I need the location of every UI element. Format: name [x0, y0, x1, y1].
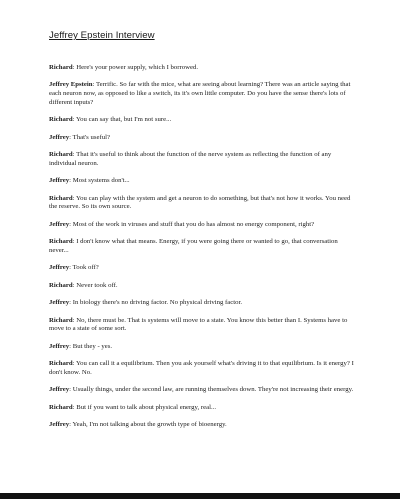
- transcript-paragraph: Jeffrey Epstein: Terrific. So far with the mice, what are seeing about learning? There was an article saying that each neuron now, as opposed to like a switch, its it's own little computer. Do you have the sense there's lots of different inputs?: [49, 81, 351, 106]
- speaker-name: Jeffrey: [49, 220, 70, 228]
- speaker-name: Richard: [49, 151, 73, 159]
- paragraph-text: No, there must be. That is systems will move to a state. You know this better than I. Systems have to move to a state of some sort.: [49, 316, 348, 333]
- paragraph-text: Here's your power supply, which I borrowed.: [76, 64, 199, 71]
- transcript: [49, 64, 358, 439]
- paragraph-text: Terrific. So far with the mice, what are seeing about learning? There was an article saying that each neuron now, as opposed to like a switch, its it's own little computer. Do you have the sense there's lots of different inputs?: [49, 81, 351, 106]
- transcript-paragraph: Richard: No, there must be. That is systems will move to a state. You know this better than I. Systems have to move to a state of some sort.: [49, 316, 348, 333]
- paragraph-text: Most systems don't...: [72, 177, 130, 185]
- paragraph-text: Never took off.: [76, 281, 118, 289]
- transcript-paragraph: Jeffrey: But they - yes.: [49, 342, 113, 350]
- speaker-name: Jeffrey: [49, 133, 70, 141]
- paragraph-text: But if you want to talk about physical energy, real...: [76, 403, 217, 411]
- speaker-name: Richard: [49, 194, 73, 202]
- speaker-name: Richard: [49, 64, 73, 71]
- transcript-paragraph: Richard: Here's your power supply, which I borrowed.: [49, 64, 199, 71]
- paragraph-text: Took off?: [72, 264, 99, 272]
- transcript-paragraph: Richard: You can play with the system and get a neuron to do something, but that's not how it works. You need the reserve. So its own source.: [49, 194, 351, 211]
- paragraph-text: You can play with the system and get a neuron to do something, but that's not how it works. You need the reserve. So its own source.: [49, 194, 351, 211]
- transcript-paragraph: Richard: Never took off.: [49, 281, 118, 289]
- transcript-paragraph: Jeffrey: Most systems don't...: [49, 177, 130, 185]
- speaker-name: Richard: [49, 281, 73, 289]
- transcript-paragraph: Jeffrey: Yeah, I'm not talking about the growth type of bioenergy.: [49, 421, 227, 429]
- transcript-paragraph: Jeffrey: That's useful?: [49, 133, 110, 141]
- transcript-paragraph: Richard: You can call it a equilibrium. Then you ask yourself what's driving it to that equilibrium. Is it energy? I don't know. No.: [49, 360, 354, 376]
- speaker-name: Jeffrey: [49, 264, 70, 272]
- speaker-name: Jeffrey Epstein: [49, 81, 93, 89]
- paragraph-text: Usually things, under the second law, are running themselves down. They're not increasing their energy.: [72, 386, 354, 394]
- speaker-name: Jeffrey: [49, 177, 70, 185]
- paragraph-text: I don't know what that means. Energy, if you were going there or wanted to go, that conversation never...: [49, 238, 338, 254]
- paragraph-text: In biology there's no driving factor. No physical driving factor.: [72, 299, 243, 307]
- transcript-paragraph: Jeffrey: Took off?: [49, 264, 99, 272]
- page-bottom-border: [0, 493, 400, 499]
- speaker-name: Richard: [49, 116, 73, 124]
- speaker-name: Jeffrey: [49, 342, 70, 350]
- speaker-name: Richard: [49, 360, 73, 368]
- paragraph-text: Most of the work in viruses and stuff that you do has almost no energy component, right?: [72, 220, 315, 228]
- paragraph-text: You can call it a equilibrium. Then you ask yourself what's driving it to that equilibrium. Is it energy? I don't know. No.: [49, 360, 354, 376]
- transcript-paragraph: Richard: But if you want to talk about physical energy, real...: [49, 403, 217, 411]
- transcript-paragraph: Richard: That it's useful to think about the function of the nerve system as reflecting the function of any individual neuron.: [49, 151, 332, 167]
- paragraph-text: That it's useful to think about the function of the nerve system as reflecting the function of any individual neuron.: [49, 151, 332, 167]
- transcript-paragraph: Richard: I don't know what that means. Energy, if you were going there or wanted to go, that conversation never...: [49, 238, 338, 254]
- paragraph-text: That's useful?: [72, 133, 110, 141]
- speaker-name: Richard: [49, 316, 73, 324]
- speaker-name: Jeffrey: [49, 421, 70, 429]
- document-title: Jeffrey Epstein Interview: [49, 30, 155, 41]
- transcript-paragraph: Jeffrey: Most of the work in viruses and stuff that you do has almost no energy component, right?: [49, 220, 315, 228]
- speaker-name: Jeffrey: [49, 386, 70, 394]
- paragraph-text: Yeah, I'm not talking about the growth type of bioenergy.: [72, 421, 227, 429]
- paragraph-text: But they - yes.: [72, 342, 113, 350]
- transcript-paragraph: Jeffrey: In biology there's no driving factor. No physical driving factor.: [49, 299, 243, 307]
- speaker-name: Richard: [49, 403, 73, 411]
- speaker-name: Jeffrey: [49, 299, 70, 307]
- paragraph-text: You can say that, but I'm not sure...: [75, 116, 172, 124]
- transcript-paragraph: Richard: You can say that, but I'm not sure...: [49, 116, 172, 124]
- speaker-name: Richard: [49, 238, 73, 246]
- transcript-paragraph: Jeffrey: Usually things, under the second law, are running themselves down. They're not increasing their energy.: [49, 386, 354, 394]
